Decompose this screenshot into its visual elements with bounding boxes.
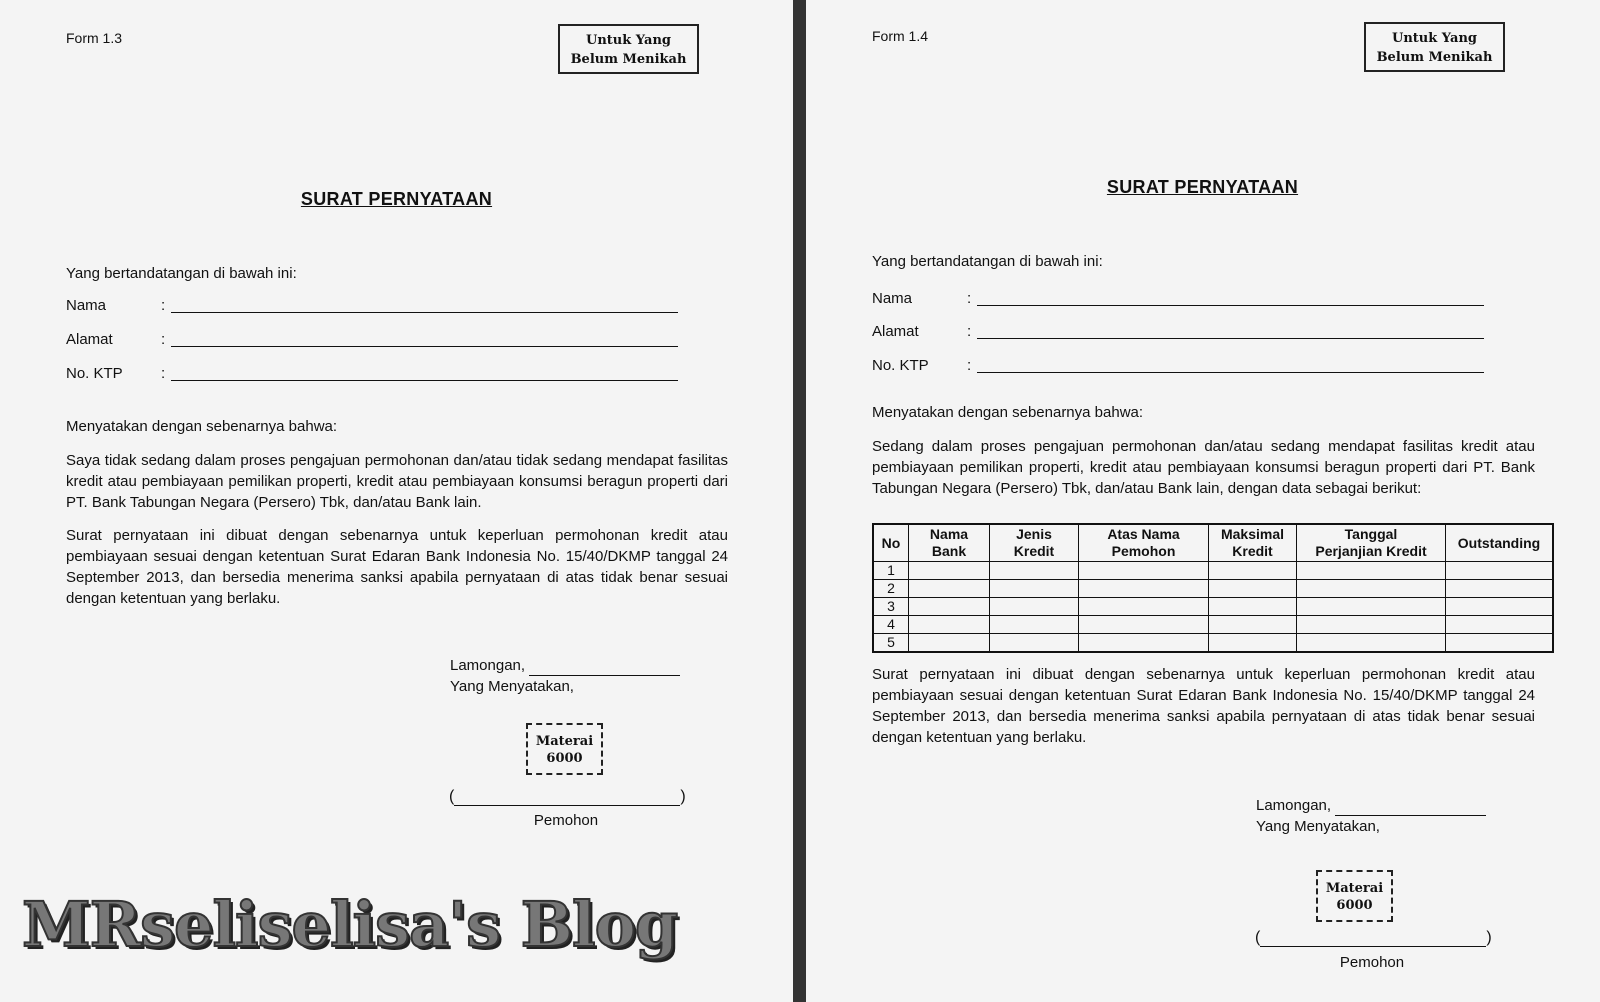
paren-open: ( — [1255, 929, 1261, 946]
table-row — [873, 562, 1553, 580]
stamp-box — [1316, 870, 1393, 922]
field-line — [977, 372, 1484, 373]
field-line — [171, 346, 678, 347]
stamp-line-1: Materai — [1325, 881, 1384, 896]
field-line — [977, 305, 1484, 306]
row-number: 3 — [873, 598, 909, 616]
column-header: Tanggal Perjanjian Kredit — [1297, 524, 1446, 562]
field-colon: : — [967, 290, 972, 307]
field-label: Alamat — [66, 331, 113, 348]
signature-underline — [454, 789, 680, 806]
statement-paragraph: Sedang dalam proses pengajuan permohonan dan/atau sedang mendapat fasilitas kredit atau pembiayaan pemilikan properti, kredit atau pembiayaan konsumsi beragun properti dari PT. Bank Tabungan Negara (Persero) Tbk, dan/atau Bank lain, dengan data sebagai berikut: — [872, 438, 1535, 497]
row-number: 5 — [873, 634, 909, 653]
column-header: No — [873, 524, 909, 562]
form-page-right — [806, 0, 1600, 1002]
paren-close: ) — [680, 788, 686, 805]
stamp-box — [526, 723, 603, 775]
intro-text: Yang bertandatangan di bawah ini: — [66, 265, 297, 282]
blog-watermark: MRseliselisa's Blog — [22, 888, 678, 961]
field-line — [977, 338, 1484, 339]
signature-underline — [1260, 930, 1486, 947]
signature-line[interactable] — [1255, 929, 1492, 947]
signer-label: Yang Menyatakan, — [450, 678, 574, 695]
date-line — [529, 661, 680, 676]
form-number: Form 1.3 — [66, 30, 123, 46]
table-row — [873, 598, 1553, 616]
field-line — [171, 312, 678, 313]
row-number: 1 — [873, 562, 909, 580]
status-box — [1364, 22, 1505, 72]
field-label: Alamat — [872, 323, 919, 340]
table-header-row — [873, 524, 1553, 562]
status-box-line-1: Untuk Yang — [585, 33, 671, 48]
name-field[interactable] — [66, 297, 686, 317]
credit-data-table — [872, 523, 1554, 653]
field-label: Nama — [872, 290, 913, 307]
status-box-line-2: Belum Menikah — [570, 52, 687, 67]
column-header: Nama Bank — [909, 524, 990, 562]
field-line — [171, 380, 678, 381]
place-label: Lamongan, — [1256, 797, 1332, 814]
applicant-label: Pemohon — [1339, 954, 1405, 971]
closing-paragraph: Surat pernyataan ini dibuat dengan sebenarnya untuk keperluan permohonan kredit atau pembiayaan sesuai dengan ketentuan Surat Edaran Bank Indonesia No. 15/40/DKMP tanggal 24 September 2013, dan bersedia menerima sanksi apabila pernyataan di atas tidak benar sesuai dengan ketentuan yang berlaku. — [66, 527, 728, 607]
field-colon: : — [967, 323, 972, 340]
signer-label: Yang Menyatakan, — [1256, 818, 1380, 835]
status-box — [558, 24, 699, 74]
field-label: No. KTP — [872, 357, 929, 374]
form-number: Form 1.4 — [872, 28, 929, 44]
ktp-field[interactable] — [872, 357, 1492, 377]
signature-line[interactable] — [449, 788, 686, 806]
row-number: 4 — [873, 616, 909, 634]
page-title: SURAT PERNYATAAN — [1106, 177, 1299, 197]
stamp-line-2: 6000 — [546, 751, 583, 766]
column-header: Outstanding — [1446, 524, 1554, 562]
address-field[interactable] — [872, 323, 1492, 343]
stamp-line-1: Materai — [535, 734, 594, 749]
place-date-line[interactable] — [450, 655, 680, 676]
field-label: No. KTP — [66, 365, 123, 382]
column-header: Maksimal Kredit — [1209, 524, 1297, 562]
table-row — [873, 634, 1553, 653]
intro-text: Yang bertandatangan di bawah ini: — [872, 253, 1103, 270]
declaration-heading: Menyatakan dengan sebenarnya bahwa: — [872, 404, 1144, 421]
place-date-line[interactable] — [1256, 795, 1486, 816]
stamp-line-2: 6000 — [1336, 898, 1373, 913]
place-label: Lamongan, — [450, 657, 526, 674]
name-field[interactable] — [872, 290, 1492, 310]
row-number: 2 — [873, 580, 909, 598]
paren-close: ) — [1486, 929, 1492, 946]
page-title: SURAT PERNYATAAN — [300, 189, 493, 209]
status-box-line-2: Belum Menikah — [1376, 50, 1493, 65]
form-page-left — [0, 0, 793, 1002]
field-label: Nama — [66, 297, 107, 314]
field-colon: : — [967, 357, 972, 374]
column-header: Jenis Kredit — [990, 524, 1079, 562]
applicant-label: Pemohon — [533, 812, 599, 829]
page-divider — [793, 0, 806, 1002]
field-colon: : — [161, 365, 166, 382]
field-colon: : — [161, 331, 166, 348]
column-header: Atas Nama Pemohon — [1079, 524, 1209, 562]
paren-open: ( — [449, 788, 455, 805]
statement-paragraph: Saya tidak sedang dalam proses pengajuan permohonan dan/atau tidak sedang mendapat fasilitas kredit atau pembiayaan pemilikan properti, kredit atau pembiayaan konsumsi beragun properti dari PT. Bank Tabungan Negara (Persero) Tbk, dan/atau Bank lain. — [66, 452, 728, 511]
field-colon: : — [161, 297, 166, 314]
table-row — [873, 580, 1553, 598]
closing-paragraph: Surat pernyataan ini dibuat dengan sebenarnya untuk keperluan permohonan kredit atau pembiayaan sesuai dengan ketentuan Surat Edaran Bank Indonesia No. 15/40/DKMP tanggal 24 September 2013, dan bersedia menerima sanksi apabila pernyataan di atas tidak benar sesuai dengan ketentuan yang berlaku. — [872, 666, 1535, 746]
table-row — [873, 616, 1553, 634]
status-box-line-1: Untuk Yang — [1391, 31, 1477, 46]
ktp-field[interactable] — [66, 365, 686, 385]
address-field[interactable] — [66, 331, 686, 351]
declaration-heading: Menyatakan dengan sebenarnya bahwa: — [66, 418, 338, 435]
date-line — [1335, 801, 1486, 816]
